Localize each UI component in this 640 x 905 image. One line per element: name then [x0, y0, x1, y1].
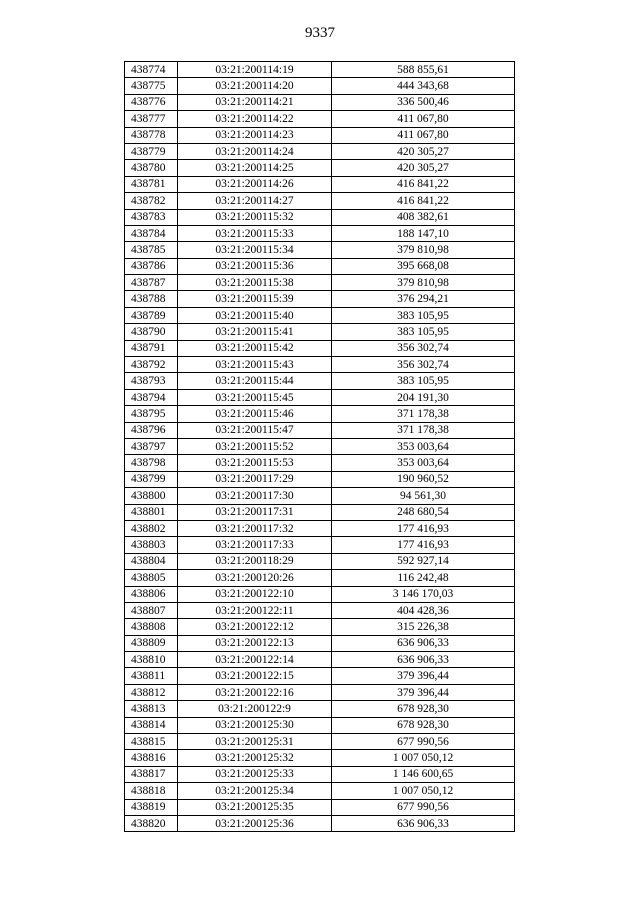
row-id-cell: 438811 [125, 668, 178, 684]
table-row [125, 471, 515, 487]
cadastral-number-cell: 03:21:200114:27 [178, 193, 332, 209]
row-id-cell: 438789 [125, 307, 178, 323]
table-row [125, 242, 515, 258]
table-row [125, 324, 515, 340]
amount-cell: 379 810,98 [332, 242, 515, 258]
row-id-cell: 438805 [125, 570, 178, 586]
cadastral-number-cell: 03:21:200125:30 [178, 717, 332, 733]
table-row [125, 635, 515, 651]
table-row [125, 143, 515, 159]
cadastral-number-cell: 03:21:200120:26 [178, 570, 332, 586]
table-row [125, 127, 515, 143]
cadastral-number-cell: 03:21:200114:25 [178, 160, 332, 176]
table-row [125, 668, 515, 684]
row-id-cell: 438796 [125, 422, 178, 438]
amount-cell: 94 561,30 [332, 488, 515, 504]
row-id-cell: 438787 [125, 275, 178, 291]
table-row [125, 701, 515, 717]
cadastral-number-cell: 03:21:200122:14 [178, 652, 332, 668]
row-id-cell: 438815 [125, 734, 178, 750]
table-row [125, 406, 515, 422]
cadastral-number-cell: 03:21:200117:32 [178, 520, 332, 536]
cadastral-number-cell: 03:21:200117:30 [178, 488, 332, 504]
row-id-cell: 438807 [125, 602, 178, 618]
cadastral-number-cell: 03:21:200115:47 [178, 422, 332, 438]
amount-cell: 379 396,44 [332, 668, 515, 684]
cadastral-number-cell: 03:21:200125:33 [178, 766, 332, 782]
table-body [125, 62, 515, 832]
row-id-cell: 438797 [125, 438, 178, 454]
table-row [125, 652, 515, 668]
row-id-cell: 438802 [125, 520, 178, 536]
row-id-cell: 438801 [125, 504, 178, 520]
amount-cell: 678 928,30 [332, 717, 515, 733]
cadastral-number-cell: 03:21:200115:36 [178, 258, 332, 274]
row-id-cell: 438813 [125, 701, 178, 717]
amount-cell: 1 007 050,12 [332, 750, 515, 766]
row-id-cell: 438779 [125, 143, 178, 159]
table-row [125, 766, 515, 782]
cadastral-number-cell: 03:21:200114:21 [178, 94, 332, 110]
amount-cell: 353 003,64 [332, 455, 515, 471]
cadastral-number-cell: 03:21:200115:33 [178, 225, 332, 241]
amount-cell: 636 906,33 [332, 815, 515, 831]
row-id-cell: 438810 [125, 652, 178, 668]
table-row [125, 225, 515, 241]
row-id-cell: 438806 [125, 586, 178, 602]
amount-cell: 677 990,56 [332, 799, 515, 815]
cadastral-number-cell: 03:21:200125:35 [178, 799, 332, 815]
cadastral-number-cell: 03:21:200115:38 [178, 275, 332, 291]
table-row [125, 504, 515, 520]
cadastral-number-cell: 03:21:200125:34 [178, 783, 332, 799]
row-id-cell: 438820 [125, 815, 178, 831]
row-id-cell: 438783 [125, 209, 178, 225]
row-id-cell: 438793 [125, 373, 178, 389]
row-id-cell: 438777 [125, 111, 178, 127]
table-row [125, 537, 515, 553]
table-row [125, 734, 515, 750]
row-id-cell: 438817 [125, 766, 178, 782]
amount-cell: 116 242,48 [332, 570, 515, 586]
amount-cell: 383 105,95 [332, 307, 515, 323]
amount-cell: 379 396,44 [332, 684, 515, 700]
cadastral-number-cell: 03:21:200114:23 [178, 127, 332, 143]
row-id-cell: 438804 [125, 553, 178, 569]
row-id-cell: 438781 [125, 176, 178, 192]
amount-cell: 204 191,30 [332, 389, 515, 405]
amount-cell: 383 105,95 [332, 373, 515, 389]
row-id-cell: 438794 [125, 389, 178, 405]
cadastral-number-cell: 03:21:200122:10 [178, 586, 332, 602]
row-id-cell: 438803 [125, 537, 178, 553]
row-id-cell: 438812 [125, 684, 178, 700]
row-id-cell: 438778 [125, 127, 178, 143]
table-row [125, 422, 515, 438]
amount-cell: 420 305,27 [332, 143, 515, 159]
row-id-cell: 438784 [125, 225, 178, 241]
row-id-cell: 438816 [125, 750, 178, 766]
table-row [125, 193, 515, 209]
row-id-cell: 438782 [125, 193, 178, 209]
amount-cell: 416 841,22 [332, 176, 515, 192]
amount-cell: 1 007 050,12 [332, 783, 515, 799]
row-id-cell: 438776 [125, 94, 178, 110]
amount-cell: 376 294,21 [332, 291, 515, 307]
cadastral-number-cell: 03:21:200118:29 [178, 553, 332, 569]
table-row [125, 799, 515, 815]
table-row [125, 94, 515, 110]
table-row [125, 307, 515, 323]
row-id-cell: 438791 [125, 340, 178, 356]
cadastral-number-cell: 03:21:200122:15 [178, 668, 332, 684]
table-row [125, 717, 515, 733]
row-id-cell: 438818 [125, 783, 178, 799]
table-row [125, 586, 515, 602]
cadastral-number-cell: 03:21:200115:40 [178, 307, 332, 323]
row-id-cell: 438775 [125, 78, 178, 94]
table-row [125, 78, 515, 94]
row-id-cell: 438785 [125, 242, 178, 258]
amount-cell: 588 855,61 [332, 62, 515, 78]
amount-cell: 353 003,64 [332, 438, 515, 454]
table-row [125, 750, 515, 766]
table-row [125, 176, 515, 192]
row-id-cell: 438819 [125, 799, 178, 815]
amount-cell: 383 105,95 [332, 324, 515, 340]
amount-cell: 444 343,68 [332, 78, 515, 94]
amount-cell: 188 147,10 [332, 225, 515, 241]
row-id-cell: 438800 [125, 488, 178, 504]
table-row [125, 520, 515, 536]
cadastral-number-cell: 03:21:200115:43 [178, 357, 332, 373]
row-id-cell: 438795 [125, 406, 178, 422]
cadastral-number-cell: 03:21:200125:36 [178, 815, 332, 831]
row-id-cell: 438780 [125, 160, 178, 176]
row-id-cell: 438788 [125, 291, 178, 307]
amount-cell: 395 668,08 [332, 258, 515, 274]
page-number: 9337 [305, 25, 335, 41]
amount-cell: 416 841,22 [332, 193, 515, 209]
amount-cell: 411 067,80 [332, 127, 515, 143]
cadastral-number-cell: 03:21:200115:46 [178, 406, 332, 422]
table-row [125, 783, 515, 799]
amount-cell: 177 416,93 [332, 537, 515, 553]
cadastral-number-cell: 03:21:200115:34 [178, 242, 332, 258]
amount-cell: 371 178,38 [332, 406, 515, 422]
amount-cell: 336 500,46 [332, 94, 515, 110]
table-row [125, 291, 515, 307]
cadastral-number-cell: 03:21:200122:9 [178, 701, 332, 717]
table-row [125, 570, 515, 586]
cadastral-number-cell: 03:21:200122:12 [178, 619, 332, 635]
amount-cell: 1 146 600,65 [332, 766, 515, 782]
cadastral-number-cell: 03:21:200125:31 [178, 734, 332, 750]
amount-cell: 190 960,52 [332, 471, 515, 487]
cadastral-number-cell: 03:21:200115:42 [178, 340, 332, 356]
cadastral-number-cell: 03:21:200122:16 [178, 684, 332, 700]
table-row [125, 275, 515, 291]
row-id-cell: 438792 [125, 357, 178, 373]
cadastral-number-cell: 03:21:200115:44 [178, 373, 332, 389]
row-id-cell: 438774 [125, 62, 178, 78]
table-row [125, 553, 515, 569]
row-id-cell: 438799 [125, 471, 178, 487]
table-row [125, 62, 515, 78]
amount-cell: 636 906,33 [332, 652, 515, 668]
table-row [125, 815, 515, 831]
row-id-cell: 438809 [125, 635, 178, 651]
amount-cell: 677 990,56 [332, 734, 515, 750]
table-row [125, 455, 515, 471]
data-table [124, 61, 515, 832]
amount-cell: 408 382,61 [332, 209, 515, 225]
cadastral-number-cell: 03:21:200115:45 [178, 389, 332, 405]
amount-cell: 3 146 170,03 [332, 586, 515, 602]
cadastral-number-cell: 03:21:200122:13 [178, 635, 332, 651]
amount-cell: 356 302,74 [332, 340, 515, 356]
amount-cell: 379 810,98 [332, 275, 515, 291]
table-row [125, 389, 515, 405]
cadastral-number-cell: 03:21:200114:24 [178, 143, 332, 159]
table-row [125, 209, 515, 225]
row-id-cell: 438798 [125, 455, 178, 471]
table-row [125, 619, 515, 635]
cadastral-number-cell: 03:21:200125:32 [178, 750, 332, 766]
cadastral-number-cell: 03:21:200114:22 [178, 111, 332, 127]
table-row [125, 357, 515, 373]
row-id-cell: 438786 [125, 258, 178, 274]
table-row [125, 602, 515, 618]
row-id-cell: 438808 [125, 619, 178, 635]
cadastral-number-cell: 03:21:200117:31 [178, 504, 332, 520]
amount-cell: 411 067,80 [332, 111, 515, 127]
table-row [125, 258, 515, 274]
table-row [125, 111, 515, 127]
table-row [125, 340, 515, 356]
cadastral-number-cell: 03:21:200115:32 [178, 209, 332, 225]
amount-cell: 678 928,30 [332, 701, 515, 717]
cadastral-number-cell: 03:21:200117:29 [178, 471, 332, 487]
table-row [125, 160, 515, 176]
amount-cell: 404 428,36 [332, 602, 515, 618]
table-row [125, 373, 515, 389]
table-row [125, 438, 515, 454]
amount-cell: 315 226,38 [332, 619, 515, 635]
row-id-cell: 438814 [125, 717, 178, 733]
amount-cell: 248 680,54 [332, 504, 515, 520]
table-row [125, 684, 515, 700]
cadastral-number-cell: 03:21:200115:53 [178, 455, 332, 471]
cadastral-number-cell: 03:21:200115:52 [178, 438, 332, 454]
amount-cell: 356 302,74 [332, 357, 515, 373]
amount-cell: 636 906,33 [332, 635, 515, 651]
row-id-cell: 438790 [125, 324, 178, 340]
amount-cell: 592 927,14 [332, 553, 515, 569]
amount-cell: 420 305,27 [332, 160, 515, 176]
amount-cell: 177 416,93 [332, 520, 515, 536]
amount-cell: 371 178,38 [332, 422, 515, 438]
cadastral-number-cell: 03:21:200114:26 [178, 176, 332, 192]
table-row [125, 488, 515, 504]
cadastral-number-cell: 03:21:200117:33 [178, 537, 332, 553]
cadastral-number-cell: 03:21:200114:19 [178, 62, 332, 78]
cadastral-number-cell: 03:21:200114:20 [178, 78, 332, 94]
cadastral-number-cell: 03:21:200122:11 [178, 602, 332, 618]
cadastral-number-cell: 03:21:200115:41 [178, 324, 332, 340]
cadastral-number-cell: 03:21:200115:39 [178, 291, 332, 307]
